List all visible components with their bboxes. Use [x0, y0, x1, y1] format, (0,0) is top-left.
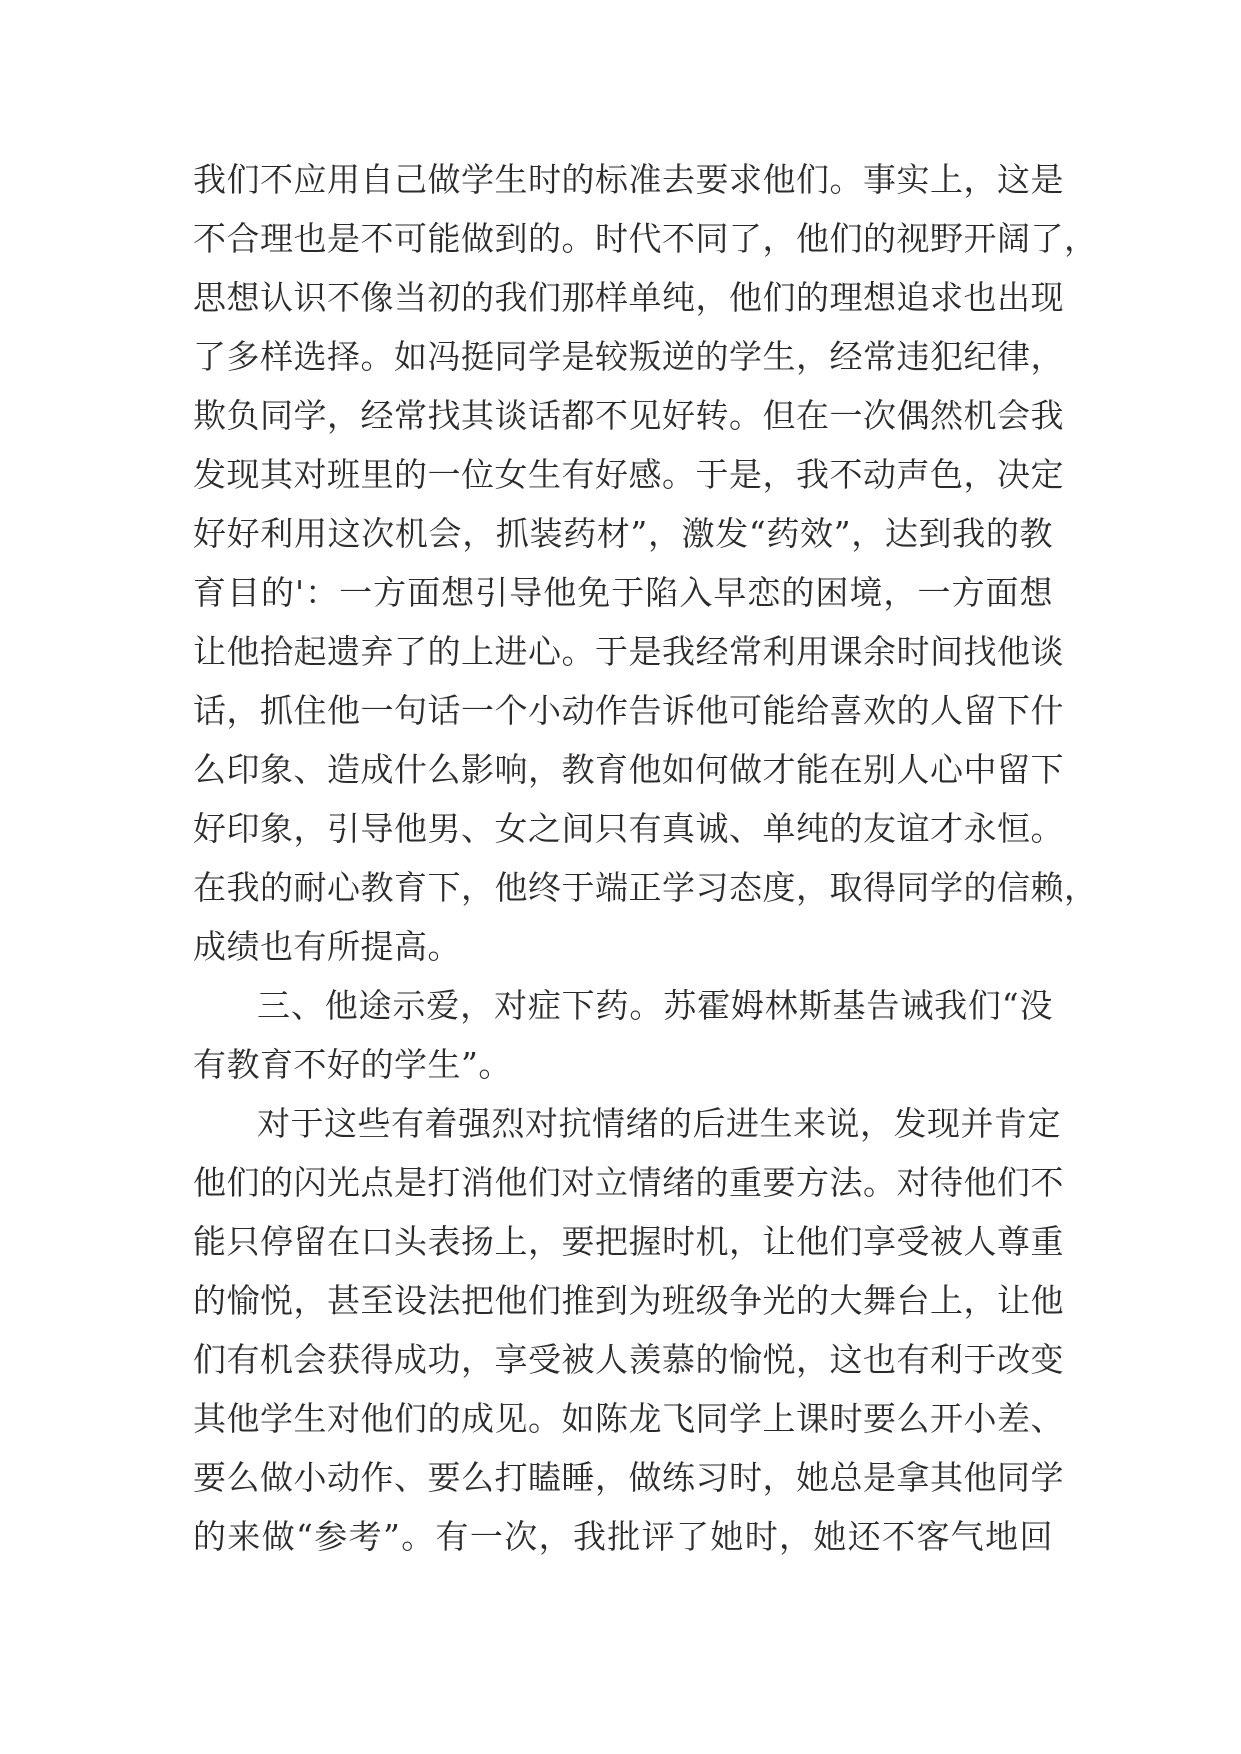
- text-line: 其他学生对他们的成见。如陈龙飞同学上课时要么开小差、: [193, 1399, 1064, 1438]
- text-line: 不合理也是不可能做到的。时代不同了，他们的视野开阔了，: [193, 219, 1098, 258]
- text-line: 好印象，引导他男、女之间只有真诚、单纯的友谊才永恒。: [193, 809, 1064, 848]
- text-line: 在我的耐心教育下，他终于端正学习态度，取得同学的信赖，: [193, 868, 1098, 907]
- text-line: 我们不应用自己做学生时的标准去要求他们。事实上，这是: [193, 160, 1064, 199]
- text-line: 的愉悦，甚至设法把他们推到为班级争光的大舞台上，让他: [193, 1281, 1064, 1320]
- text-line: 成绩也有所提高。: [193, 927, 461, 966]
- text-line: 三、他途示爱，对症下药。苏霍姆林斯基告诫我们“没: [257, 986, 1053, 1025]
- text-line: 的来做“参考”。有一次，我批评了她时，她还不客气地回: [193, 1517, 1053, 1556]
- text-line: 话，抓住他一句话一个小动作告诉他可能给喜欢的人留下什: [193, 691, 1064, 730]
- text-line: 欺负同学，经常找其谈话都不见好转。但在一次偶然机会我: [193, 396, 1064, 435]
- text-line: 能只停留在口头表扬上，要把握时机，让他们享受被人尊重: [193, 1222, 1064, 1261]
- text-line: 有教育不好的学生”。: [193, 1045, 512, 1084]
- text-line: 么印象、造成什么影响，教育他如何做才能在别人心中留下: [193, 750, 1064, 789]
- body-text: [193, 160, 1098, 1576]
- text-line: 发现其对班里的一位女生有好感。于是，我不动声色，决定: [193, 455, 1064, 494]
- text-line: 了多样选择。如冯挺同学是较叛逆的学生，经常违犯纪律，: [193, 337, 1064, 376]
- text-line: 们有机会获得成功，享受被人羡慕的愉悦，这也有利于改变: [193, 1340, 1064, 1379]
- text-line: 要么做小动作、要么打瞌睡，做练习时，她总是拿其他同学: [193, 1458, 1064, 1497]
- text-line: 他们的闪光点是打消他们对立情绪的重要方法。对待他们不: [193, 1163, 1064, 1202]
- text-line: 好好利用这次机会，抓装药材”，激发“药效”，达到我的教: [193, 514, 1053, 553]
- text-line: 育目的'：一方面想引导他免于陷入早恋的困境，一方面想: [193, 573, 1053, 612]
- text-line: 让他拾起遗弃了的上进心。于是我经常利用课余时间找他谈: [193, 632, 1064, 671]
- text-line: 对于这些有着强烈对抗情绪的后进生来说，发现并肯定: [257, 1104, 1061, 1143]
- text-line: 思想认识不像当初的我们那样单纯，他们的理想追求也出现: [193, 278, 1064, 317]
